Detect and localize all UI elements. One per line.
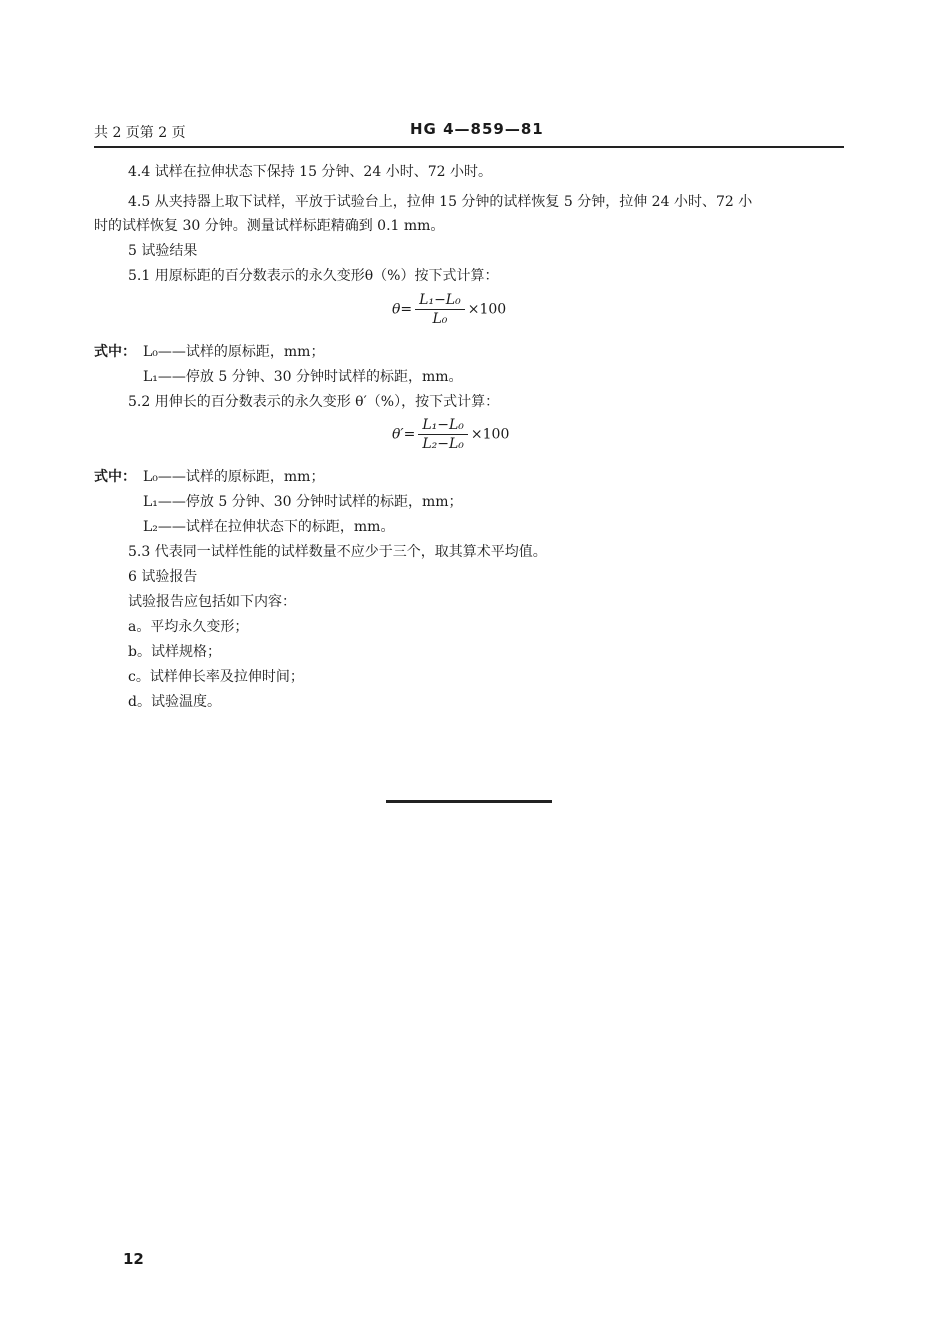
end-rule	[386, 800, 552, 803]
header-page-count: 共 2 页第 2 页	[94, 125, 186, 141]
formula-theta	[392, 292, 506, 327]
formula-theta-fraction	[415, 292, 465, 327]
list-item: b。试样规格；	[128, 644, 221, 660]
clause-4-5-line1: 4.5 从夹持器上取下试样，平放于试验台上，拉伸 15 分钟的试样恢复 5 分钟，拉伸 24 小时、72 小	[128, 194, 753, 210]
formula-theta-prime-fraction	[418, 417, 468, 452]
header-rule	[94, 146, 844, 148]
formula-theta-prime-numerator: L₁−L₀	[418, 417, 468, 435]
section-5-heading: 5 试验结果	[128, 243, 198, 259]
formula-theta-denominator: L₀	[432, 311, 448, 327]
formula-theta-prime-denominator: L₂−L₀	[422, 436, 464, 452]
clause-6-intro: 试验报告应包括如下内容：	[128, 594, 296, 610]
formula-theta-prime-lhs: θ′=	[392, 426, 416, 443]
where1-l0: L₀——试样的原标距，mm；	[143, 344, 325, 360]
header-standard-code: HG 4—859—81	[410, 120, 544, 138]
where-prefix-2: 式中：	[94, 469, 136, 485]
clause-5-2: 5.2 用伸长的百分数表示的永久变形 θ′（%），按下式计算：	[128, 394, 500, 410]
where2-l0: L₀——试样的原标距，mm；	[143, 469, 325, 485]
formula-theta-prime-rhs: ×100	[470, 426, 510, 443]
where2-l1: L₁——停放 5 分钟、30 分钟时试样的标距，mm；	[143, 494, 463, 510]
where-prefix-1: 式中：	[94, 344, 136, 360]
clause-4-5-line2: 时的试样恢复 30 分钟。测量试样标距精确到 0.1 mm。	[94, 218, 445, 234]
formula-theta-rhs: ×100	[467, 301, 507, 318]
formula-theta-lhs: θ=	[392, 301, 413, 318]
formula-theta-prime	[392, 417, 509, 452]
list-item: d。试验温度。	[128, 694, 221, 710]
page-number: 12	[123, 1250, 144, 1268]
section-6-heading: 6 试验报告	[128, 569, 198, 585]
clause-4-4: 4.4 试样在拉伸状态下保持 15 分钟、24 小时、72 小时。	[128, 164, 492, 180]
clause-5-1: 5.1 用原标距的百分数表示的永久变形θ（%）按下式计算：	[128, 268, 499, 284]
clause-5-3: 5.3 代表同一试样性能的试样数量不应少于三个，取其算术平均值。	[128, 544, 547, 560]
where1-l1: L₁——停放 5 分钟、30 分钟时试样的标距，mm。	[143, 369, 463, 385]
list-item: a。平均永久变形；	[128, 619, 249, 635]
list-item: c。试样伸长率及拉伸时间；	[128, 669, 304, 685]
formula-theta-numerator: L₁−L₀	[415, 292, 465, 310]
where2-l2: L₂——试样在拉伸状态下的标距，mm。	[143, 519, 395, 535]
